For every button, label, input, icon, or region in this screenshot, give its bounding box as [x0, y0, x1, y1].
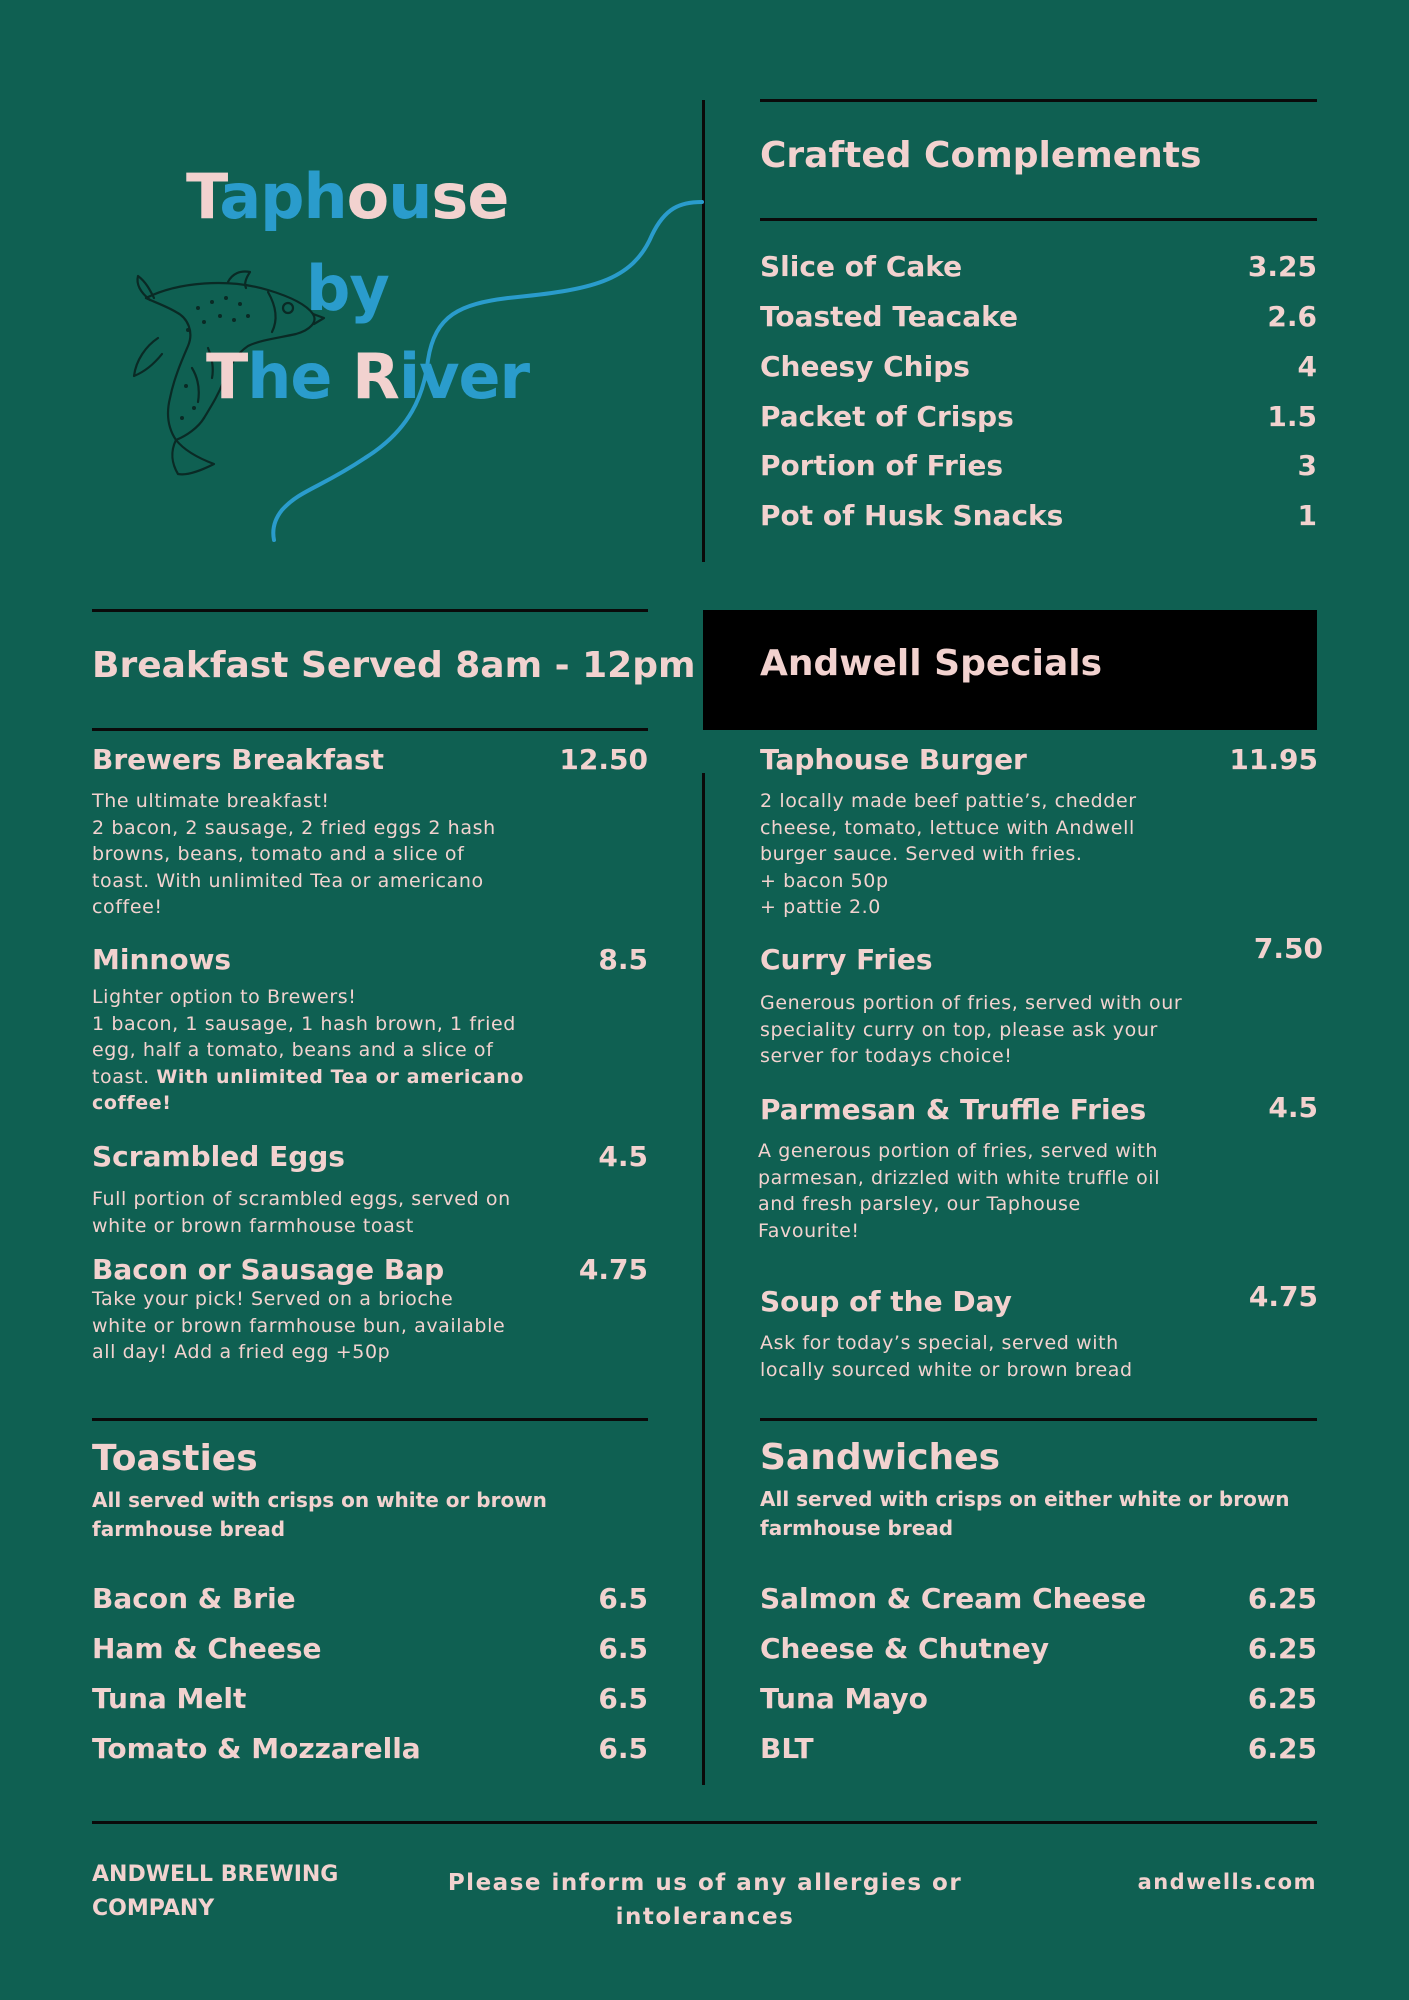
desc-line: 1 bacon, 1 sausage, 1 hash brown, 1 fried [92, 1012, 516, 1035]
desc-line: server for todays choice! [760, 1045, 1013, 1067]
breakfast-item-price: 4.75 [578, 1253, 648, 1286]
desc-line: A generous portion of fries, served with [758, 1140, 1158, 1162]
desc-line: 2 locally made beef pattie’s, chedder [760, 790, 1137, 812]
toasties-title: Toasties [92, 1438, 258, 1479]
desc-line: toast. With unlimited Tea or americano [92, 869, 484, 892]
desc-line-bold: coffee! [92, 1092, 172, 1114]
desc-line: white or brown farmhouse toast [92, 1214, 414, 1237]
item-name: Pot of Husk Snacks [760, 499, 1064, 532]
desc-line: white or brown farmhouse bun, available [92, 1314, 506, 1337]
item-price: 4 [1297, 350, 1317, 383]
sandwiches-item [760, 1732, 1317, 1772]
rule-breakfast-bottom [92, 728, 648, 731]
footer-website: andwells.com [1137, 1870, 1317, 1894]
sandwiches-item [760, 1582, 1317, 1622]
subtitle-line: farmhouse bread [760, 1516, 954, 1540]
breakfast-item-desc [92, 984, 652, 1117]
complements-item [760, 499, 1317, 539]
item-name: Bacon & Brie [92, 1582, 296, 1615]
rule-complements-bottom [760, 218, 1317, 221]
item-name: Tuna Mayo [760, 1682, 928, 1715]
desc-line: cheese, tomato, lettuce with Andwell [760, 816, 1135, 839]
logo-letter: T [186, 160, 220, 233]
logo-letter: T [206, 340, 248, 413]
specials-item-desc [760, 1330, 1320, 1383]
logo-letter: R [352, 340, 399, 413]
breakfast-item-name: Scrambled Eggs [92, 1140, 345, 1173]
desc-line: + pattie 2.0 [760, 896, 881, 918]
toasties-subtitle [92, 1486, 652, 1544]
item-price: 3.25 [1247, 250, 1317, 283]
complements-item [760, 449, 1317, 489]
specials-item-price: 4.75 [1248, 1280, 1318, 1313]
subtitle-line: farmhouse bread [92, 1517, 286, 1541]
toasties-item [92, 1682, 648, 1722]
breakfast-item-name: Brewers Breakfast [92, 743, 385, 776]
toasties-item [92, 1632, 648, 1672]
item-price: 6.5 [598, 1682, 648, 1715]
item-name: BLT [760, 1732, 814, 1765]
sandwiches-item [760, 1682, 1317, 1722]
breakfast-item-name: Minnows [92, 943, 232, 976]
logo-line-2: by [306, 252, 389, 325]
item-name: Toasted Teacake [760, 300, 1018, 333]
breakfast-item-price: 8.5 [598, 943, 648, 976]
rule-footer-top [92, 1821, 1317, 1824]
complements-item [760, 400, 1317, 440]
item-name: Portion of Fries [760, 449, 1004, 482]
item-price: 6.5 [598, 1632, 648, 1665]
desc-line: toast. [92, 1065, 150, 1088]
specials-item-name: Soup of the Day [760, 1285, 1012, 1318]
specials-item-desc [760, 990, 1320, 1070]
breakfast-item-desc [92, 1186, 652, 1239]
breakfast-item-desc [92, 788, 652, 921]
breakfast-item-price: 12.50 [559, 743, 648, 776]
item-name: Packet of Crisps [760, 400, 1014, 433]
item-price: 2.6 [1267, 300, 1317, 333]
footer-company-line: ANDWELL BREWING [92, 1862, 339, 1887]
desc-line: Favourite! [758, 1219, 860, 1242]
desc-line: burger sauce. Served with fries. [760, 843, 1083, 865]
complements-item [760, 350, 1317, 390]
logo-letter: o [346, 160, 389, 233]
sandwiches-title: Sandwiches [760, 1437, 1001, 1478]
logo-letter: iver [398, 340, 530, 413]
breakfast-item-name: Bacon or Sausage Bap [92, 1253, 445, 1286]
desc-line: Take your pick! Served on a brioche [92, 1288, 454, 1310]
desc-line: 2 bacon, 2 sausage, 2 fried eggs 2 hash [92, 816, 496, 839]
desc-line: + bacon 50p [760, 869, 889, 892]
desc-line: The ultimate breakfast! [92, 790, 330, 812]
desc-line: Lighter option to Brewers! [92, 986, 357, 1008]
item-name: Tomato & Mozzarella [92, 1732, 421, 1765]
footer-company-line: COMPANY [92, 1896, 215, 1921]
item-name: Cheese & Chutney [760, 1632, 1050, 1665]
desc-line: parmesan, drizzled with white truffle oil [758, 1166, 1161, 1189]
desc-line: speciality curry on top, please ask your [760, 1018, 1158, 1041]
desc-line: egg, half a tomato, beans and a slice of [92, 1039, 494, 1061]
item-name: Cheesy Chips [760, 350, 970, 383]
specials-item-price: 4.5 [1268, 1091, 1318, 1124]
item-price: 6.5 [598, 1582, 648, 1615]
specials-item-desc [760, 788, 1320, 921]
specials-item-name: Curry Fries [760, 943, 933, 976]
desc-line: browns, beans, tomato and a slice of [92, 843, 465, 865]
rule-sandwiches-top [760, 1418, 1317, 1421]
breakfast-item-desc [92, 1286, 652, 1366]
footer-allergy-notice [420, 1866, 990, 1934]
logo-letter: u [388, 160, 432, 233]
desc-line: Generous portion of fries, served with our [760, 992, 1183, 1014]
breakfast-title: Breakfast Served 8am - 12pm [92, 645, 696, 686]
item-price: 3 [1297, 449, 1317, 482]
item-name: Salmon & Cream Cheese [760, 1582, 1147, 1615]
sandwiches-item [760, 1632, 1317, 1672]
rule-complements-top [760, 99, 1317, 102]
divider-vertical-bottom [702, 773, 705, 1785]
desc-line: all day! Add a fried egg +50p [92, 1341, 391, 1363]
item-name: Tuna Melt [92, 1682, 247, 1715]
rule-breakfast-top [92, 609, 648, 612]
complements-title: Crafted Complements [760, 135, 1202, 176]
desc-line: Full portion of scrambled eggs, served on [92, 1188, 511, 1210]
desc-line: coffee! [92, 896, 163, 918]
footer-allergy-line: intolerances [615, 1904, 795, 1930]
toasties-item [92, 1582, 648, 1622]
toasties-item [92, 1732, 648, 1772]
item-price: 6.25 [1247, 1582, 1317, 1615]
logo-letter: se [431, 160, 509, 233]
item-price: 6.25 [1247, 1632, 1317, 1665]
subtitle-line: All served with crisps on white or brown [92, 1488, 547, 1512]
logo-line-1 [186, 160, 508, 233]
specials-item-price: 7.50 [1253, 932, 1323, 965]
footer-allergy-line: Please inform us of any allergies or [447, 1870, 963, 1896]
item-price: 1 [1297, 499, 1317, 532]
item-name: Slice of Cake [760, 250, 963, 283]
breakfast-item-price: 4.5 [598, 1140, 648, 1173]
item-price: 6.5 [598, 1732, 648, 1765]
desc-line: Ask for today’s special, served with [760, 1332, 1119, 1354]
complements-item [760, 250, 1317, 290]
item-price: 6.25 [1247, 1732, 1317, 1765]
item-name: Ham & Cheese [92, 1632, 322, 1665]
specials-item-price: 11.95 [1229, 743, 1318, 776]
desc-line-bold: With unlimited Tea or americano [156, 1065, 525, 1088]
logo-letter: aph [219, 160, 347, 233]
specials-title: Andwell Specials [760, 643, 1102, 684]
desc-line: and fresh parsley, our Taphouse [758, 1193, 1081, 1215]
rule-toasties-top [92, 1418, 648, 1421]
complements-item [760, 300, 1317, 340]
specials-item-name: Parmesan & Truffle Fries [760, 1093, 1147, 1126]
subtitle-line: All served with crisps on either white or brown [760, 1487, 1290, 1511]
specials-item-name: Taphouse Burger [760, 743, 1027, 776]
specials-item-desc [758, 1138, 1318, 1244]
sandwiches-subtitle [760, 1485, 1320, 1543]
item-price: 6.25 [1247, 1682, 1317, 1715]
logo-letter: he [247, 340, 353, 413]
footer-company [92, 1858, 338, 1926]
desc-line: locally sourced white or brown bread [760, 1358, 1133, 1381]
item-price: 1.5 [1267, 400, 1317, 433]
logo-line-3 [206, 340, 529, 413]
